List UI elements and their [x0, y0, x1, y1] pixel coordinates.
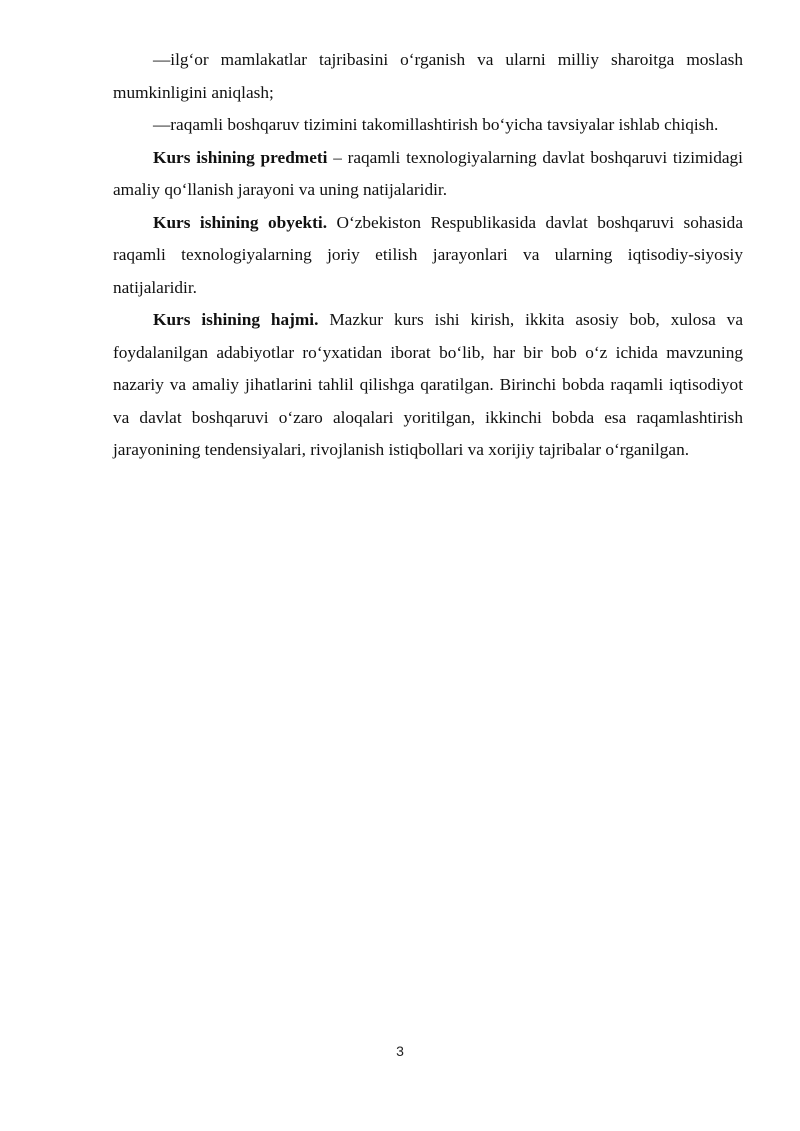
paragraph-volume: [113, 304, 743, 467]
paragraph-text: – raqamli texnologiyalarning davlat boshqaruvi tizimidagi amaliy qo‘llanish jarayoni va uning natijalaridir.: [113, 147, 743, 199]
paragraph-text: Mazkur kurs ishi kirish, ikkita asosiy bob, xulosa va foydalanilgan adabiyotlar ro‘yxatidan iborat bo‘lib, har bir bob o‘z ichida mavzuning nazariy va amaliy jihatlarini tahlil qilishga qaratilgan. Birinchi bobda raqamli iqtisodiyot va davlat boshqaruvi o‘zaro aloqalari yoritilgan, ikkinchi bobda esa raqamlashtirish jarayonining tendensiyalari, rivojlanish istiqbollari va xorijiy tajribalar o‘rganilgan.: [113, 310, 743, 459]
paragraph-goal-recommendations: [113, 109, 743, 142]
paragraph-text: —raqamli boshqaruv tizimini takomillashtirish bo‘yicha tavsiyalar ishlab chiqish.: [153, 115, 719, 134]
paragraph-text: —ilg‘or mamlakatlar tajribasini o‘rganish va ularni milliy sharoitga moslash mumkinligini aniqlash;: [113, 50, 743, 102]
page-number: 3: [396, 1043, 404, 1059]
paragraph-heading: Kurs ishining hajmi.: [153, 310, 319, 329]
paragraph-text: O‘zbekiston Respublikasida davlat boshqaruvi sohasida raqamli texnologiyalarning joriy etilish jarayonlari va ularning iqtisodiy-siyosiy natijalaridir.: [113, 212, 743, 297]
paragraph-heading: Kurs ishining obyekti.: [153, 212, 328, 232]
document-body: [113, 44, 743, 467]
paragraph-goal-foreign-experience: [113, 44, 743, 109]
paragraph-object: [113, 207, 743, 305]
paragraph-subject: [113, 142, 743, 207]
paragraph-heading: Kurs ishining predmeti: [153, 147, 328, 167]
